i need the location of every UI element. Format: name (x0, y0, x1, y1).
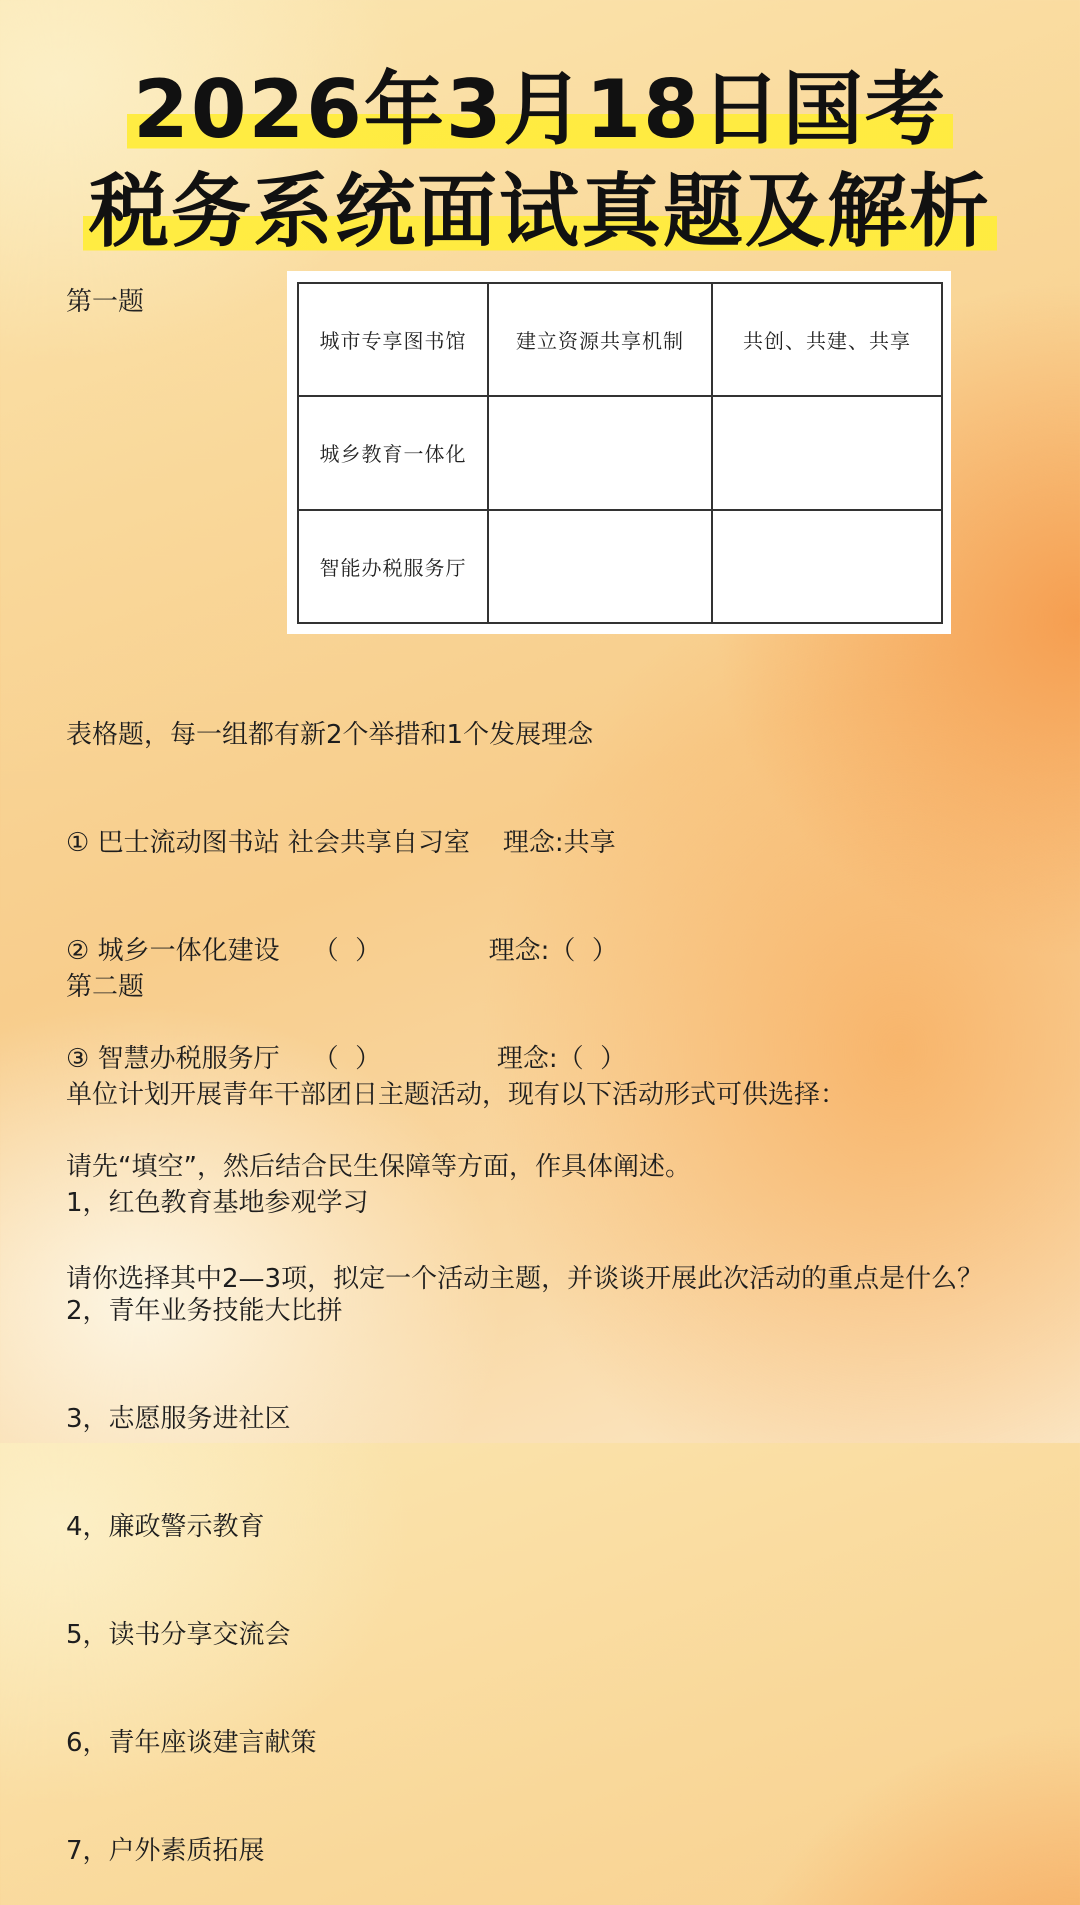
table-cell: 共创、共建、共享 (712, 283, 942, 396)
option-item: 1，红色教育基地参观学习 (66, 1188, 369, 1218)
table-cell (712, 510, 942, 623)
table-cell: 城市专享图书馆 (298, 283, 488, 396)
option-item: 4，廉政警示教育 (66, 1512, 265, 1542)
option-item: 6，青年座谈建言献策 (66, 1728, 317, 1758)
option-item: 7，户外素质拓展 (66, 1836, 265, 1866)
question2-intro: 单位计划开展青年干部团日主题活动，现有以下活动形式可供选择： (66, 1080, 847, 1110)
table-cell (488, 396, 712, 509)
option-item: 3，志愿服务进社区 (66, 1404, 291, 1434)
option-item: 5，读书分享交流会 (66, 1620, 291, 1650)
question2-label: 第二题 (66, 972, 145, 1002)
question1-label: 第一题 (66, 287, 145, 317)
question1-line: ③ 智慧办税服务厅 （ ） 理念:（ ） (66, 1044, 627, 1074)
page-title-line1 (0, 62, 1080, 158)
title-line2-text: 税务系统面试真题及解析 (83, 165, 997, 258)
table-row (298, 283, 942, 396)
question1-table-card (287, 271, 951, 634)
title-line1-text: 2026年3月18日国考 (127, 63, 953, 156)
table-cell: 建立资源共享机制 (488, 283, 712, 396)
question2-text (66, 897, 1026, 1905)
question1-line: ② 城乡一体化建设 （ ） 理念:（ ） (66, 936, 618, 966)
question1-line: 请先“填空”，然后结合民生保障等方面，作具体阐述。 (66, 1152, 691, 1182)
table-row (298, 396, 942, 509)
table-cell (712, 396, 942, 509)
question1-line: ① 巴士流动图书站 社会共享自习室 理念:共享 (66, 828, 616, 858)
table-cell: 智能办税服务厅 (298, 510, 488, 623)
question1-table (297, 282, 943, 624)
table-cell: 城乡教育一体化 (298, 396, 488, 509)
table-row (298, 510, 942, 623)
question1-line: 表格题，每一组都有新2个举措和1个发展理念 (66, 720, 594, 750)
question2-ask: 请你选择其中2—3项，拟定一个活动主题，并谈谈开展此次活动的重点是什么？ (66, 1264, 984, 1294)
table-cell (488, 510, 712, 623)
page-title-line2 (0, 162, 1080, 262)
option-item: 2，青年业务技能大比拼 (66, 1296, 343, 1326)
